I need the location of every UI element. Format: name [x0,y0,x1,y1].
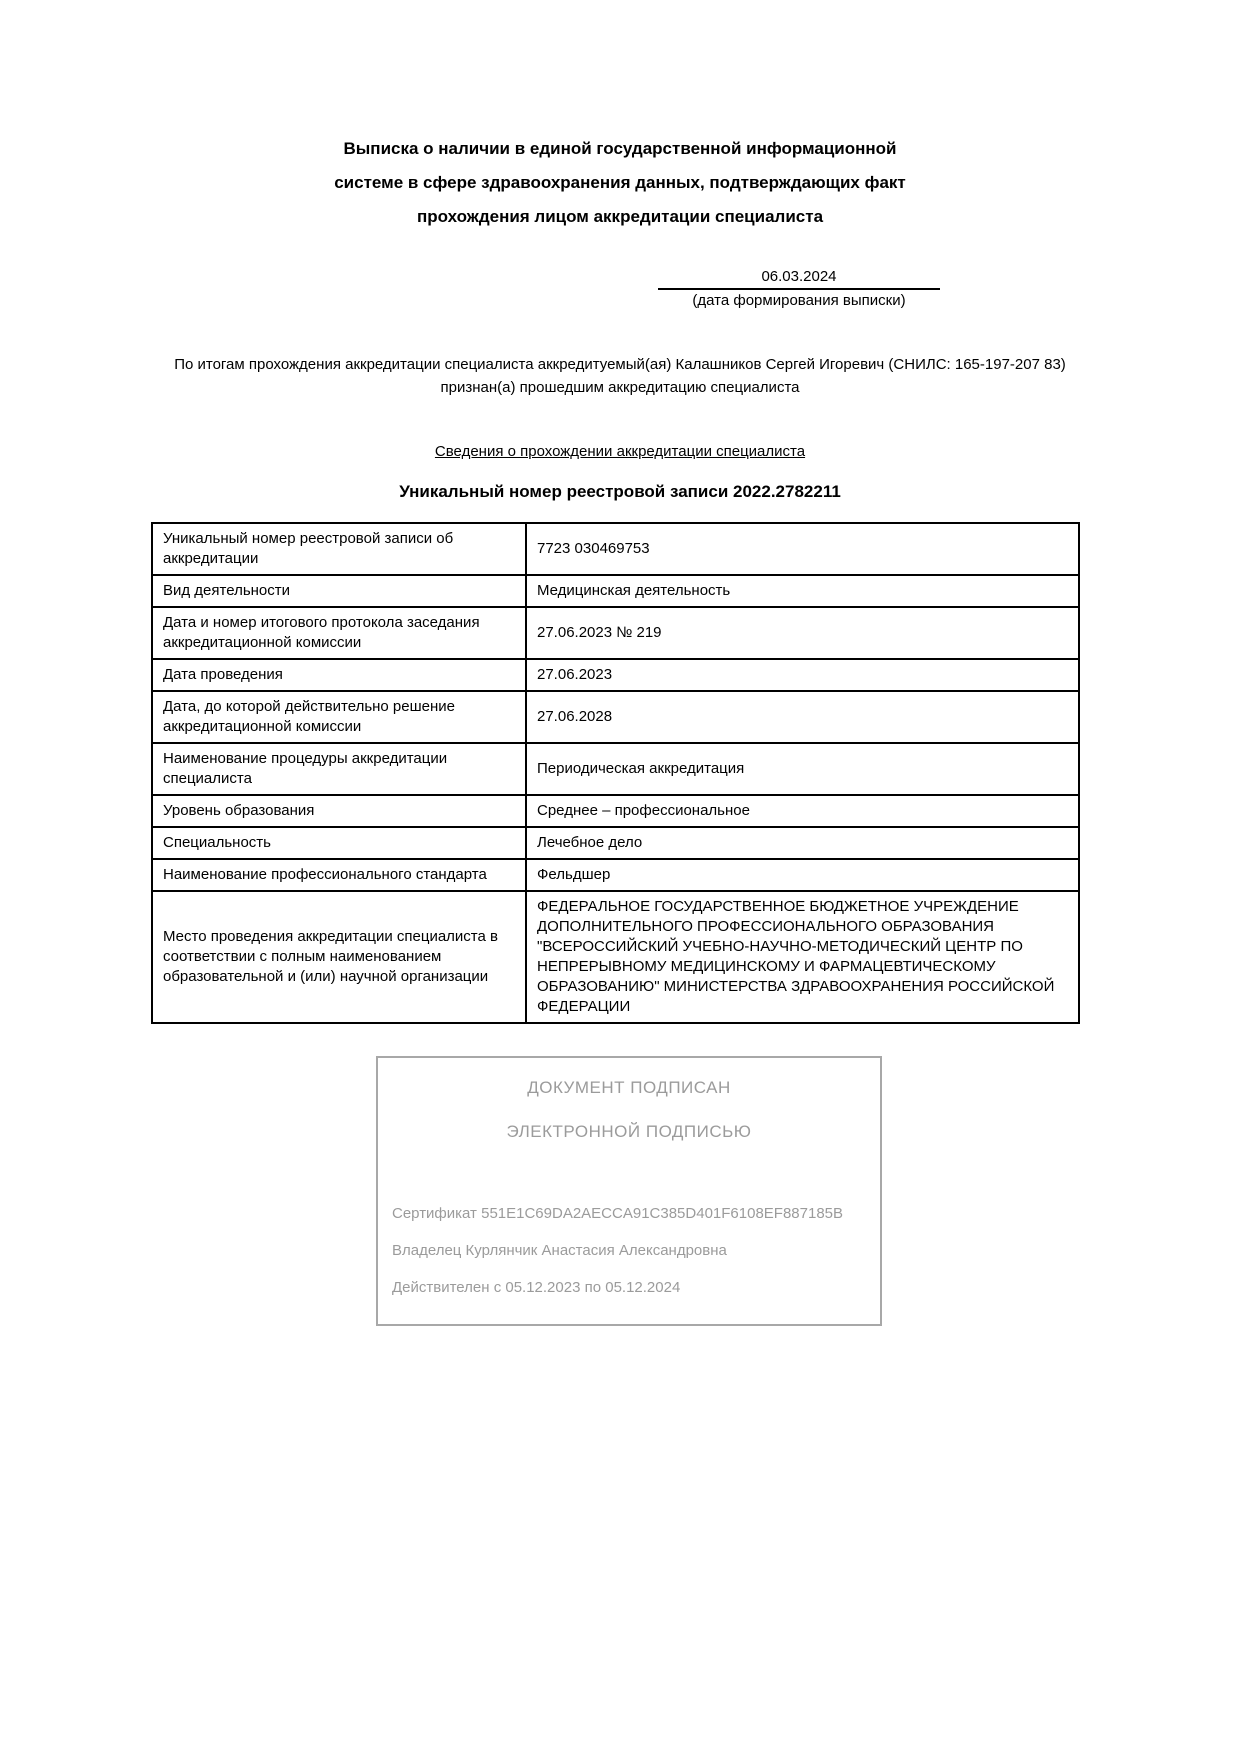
row-value: Периодическая аккредитация [526,743,1079,795]
accreditation-statement [0,353,1240,399]
extract-date-value: 06.03.2024 [658,268,940,290]
row-label: Уровень образования [152,795,526,827]
row-label: Дата проведения [152,659,526,691]
document-title-line: прохождения лицом аккредитации специалиста [416,207,824,226]
electronic-signature-stamp [376,1056,882,1326]
registry-record-heading: Уникальный номер реестровой записи 2022.2782211 [399,482,841,501]
row-label: Вид деятельности [152,575,526,607]
signature-validity: Действителен с 05.12.2023 по 05.12.2024 [392,1279,681,1296]
row-value: Среднее – профессиональное [526,795,1079,827]
document-title-line: системе в сфере здравоохранения данных, подтверждающих факт [334,173,906,192]
table-row [152,743,1079,795]
accreditation-details-table [151,522,1080,1024]
row-label: Уникальный номер реестровой записи об аккредитации [152,523,526,575]
row-label: Дата и номер итогового протокола заседания аккредитационной комиссии [152,607,526,659]
document-title-line: Выписка о наличии в единой государственной информационной [343,139,897,158]
extract-date-block [658,268,940,309]
table-row [152,659,1079,691]
signature-certificate: Сертификат 551E1C69DA2AECCA91C385D401F6108EF887185B [392,1205,844,1222]
extract-date-caption: (дата формирования выписки) [692,292,906,309]
row-value: 27.06.2023 [526,659,1079,691]
row-label: Наименование процедуры аккредитации специалиста [152,743,526,795]
table-row [152,523,1079,575]
signature-title-line: ДОКУМЕНТ ПОДПИСАН [527,1078,731,1097]
table-row [152,827,1079,859]
row-value: 27.06.2028 [526,691,1079,743]
signature-owner: Владелец Курлянчик Анастасия Александровна [392,1242,727,1259]
row-label: Место проведения аккредитации специалиста в соответствии с полным наименованием образовательной и (или) научной организации [152,891,526,1023]
row-value: ФЕДЕРАЛЬНОЕ ГОСУДАРСТВЕННОЕ БЮДЖЕТНОЕ УЧРЕЖДЕНИЕ ДОПОЛНИТЕЛЬНОГО ПРОФЕССИОНАЛЬНОГО ОБРАЗОВАНИЯ "ВСЕРОССИЙСКИЙ УЧЕБНО-НАУЧНО-МЕТОДИЧЕСКИЙ ЦЕНТР ПО НЕПРЕРЫВНОМУ МЕДИЦИНСКОМУ И ФАРМАЦЕВТИЧЕСКОМУ ОБРАЗОВАНИЮ" МИНИСТЕРСТВА ЗДРАВООХРАНЕНИЯ РОССИЙСКОЙ ФЕДЕРАЦИИ [526,891,1079,1023]
signature-title-line: ЭЛЕКТРОННОЙ ПОДПИСЬЮ [506,1122,752,1141]
row-value: Лечебное дело [526,827,1079,859]
row-value: Фельдшер [526,859,1079,891]
document-title [0,132,1240,234]
row-label: Наименование профессионального стандарта [152,859,526,891]
table-row [152,575,1079,607]
table-row [152,859,1079,891]
table-row [152,607,1079,659]
table-row [152,691,1079,743]
section-heading: Сведения о прохождении аккредитации специалиста [434,443,806,460]
accreditation-statement-line: По итогам прохождения аккредитации специалиста аккредитуемый(ая) Калашников Сергей Игоревич (СНИЛС: 165-197-207 83) [174,356,1066,373]
accreditation-statement-line: признан(а) прошедшим аккредитацию специалиста [440,379,800,396]
row-value: Медицинская деятельность [526,575,1079,607]
table-row [152,795,1079,827]
row-value: 27.06.2023 № 219 [526,607,1079,659]
row-value: 7723 030469753 [526,523,1079,575]
table-row [152,891,1079,1023]
row-label: Специальность [152,827,526,859]
row-label: Дата, до которой действительно решение аккредитационной комиссии [152,691,526,743]
